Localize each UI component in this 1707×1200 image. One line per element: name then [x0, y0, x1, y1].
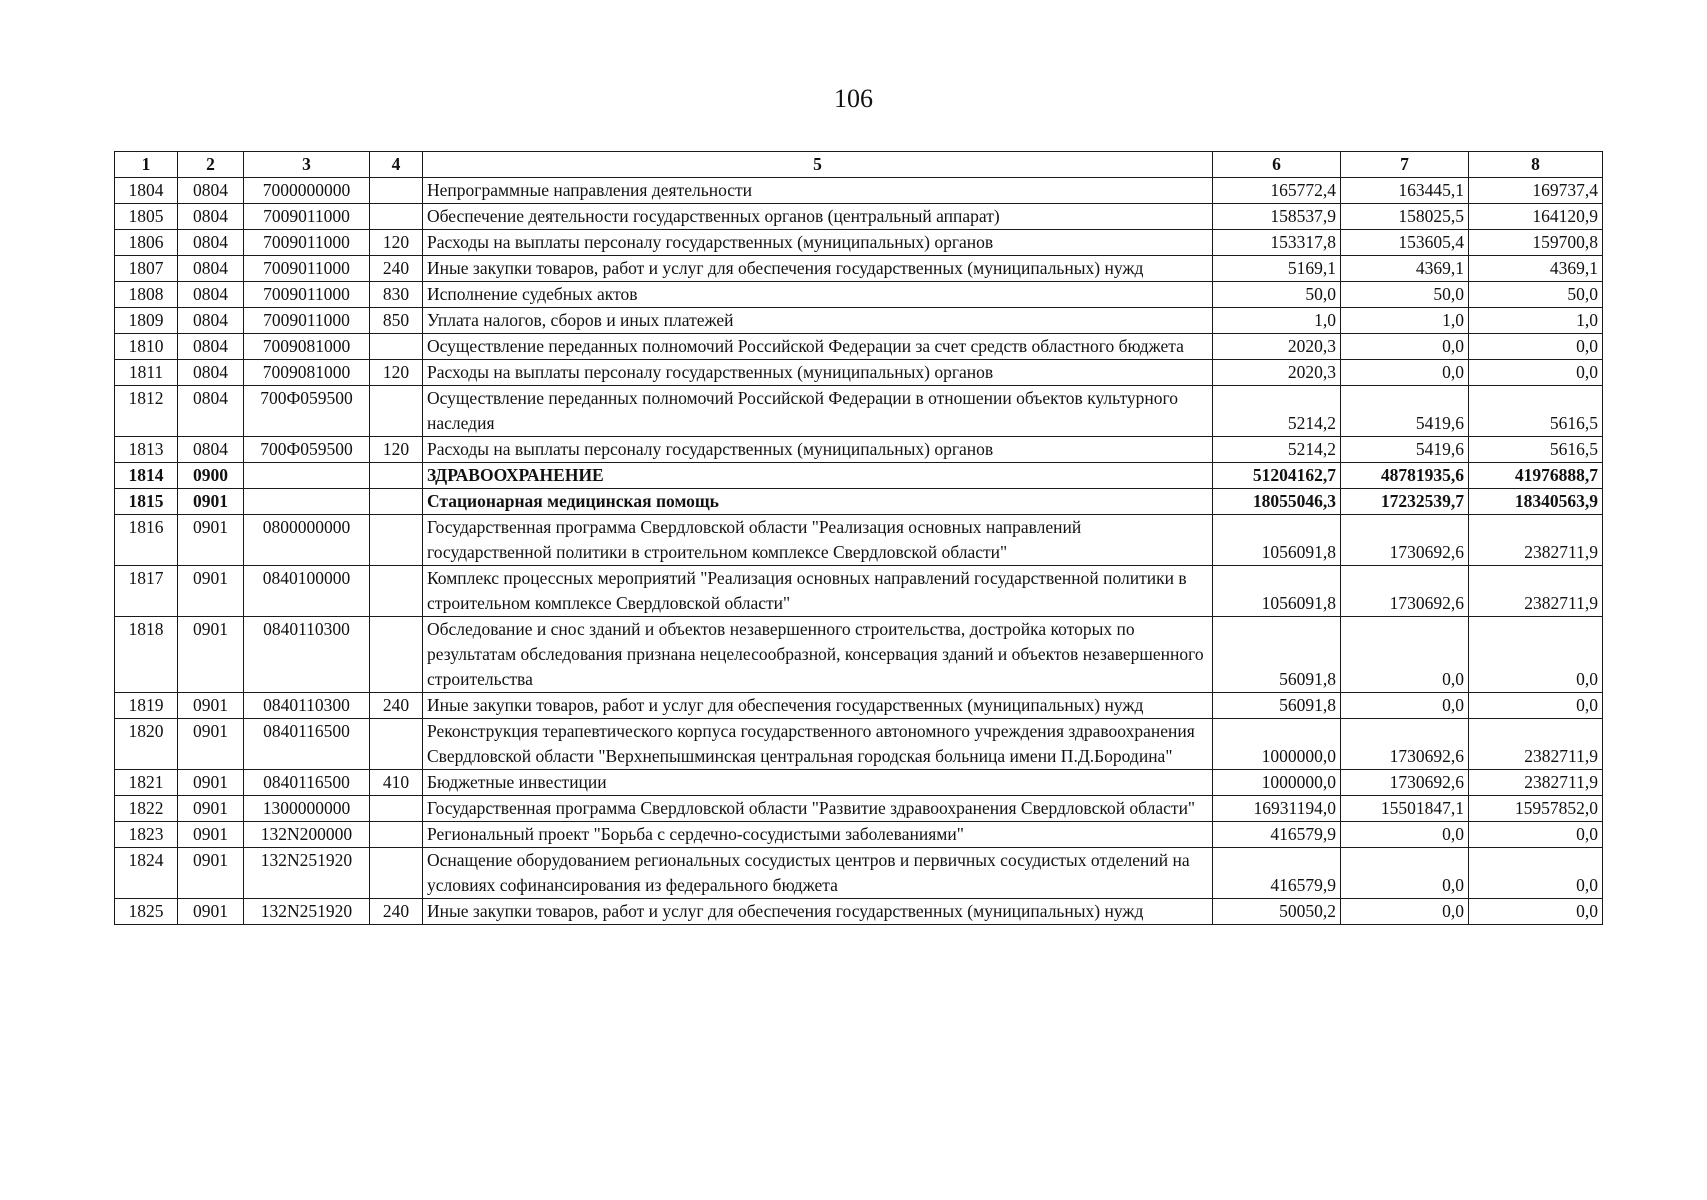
section-code: 0901 [178, 489, 244, 515]
amount-year-2: 1730692,6 [1341, 770, 1469, 796]
row-number: 1822 [115, 796, 178, 822]
section-code: 0804 [178, 386, 244, 437]
section-code: 0804 [178, 282, 244, 308]
amount-year-1: 1000000,0 [1213, 719, 1341, 770]
amount-year-1: 2020,3 [1213, 334, 1341, 360]
amount-year-2: 5419,6 [1341, 386, 1469, 437]
amount-year-2: 163445,1 [1341, 178, 1469, 204]
target-article-code: 0840116500 [244, 719, 370, 770]
amount-year-3: 15957852,0 [1469, 796, 1603, 822]
section-code: 0804 [178, 437, 244, 463]
row-number: 1817 [115, 566, 178, 617]
amount-year-2: 0,0 [1341, 822, 1469, 848]
target-article-code: 700Ф059500 [244, 386, 370, 437]
item-name: Расходы на выплаты персоналу государственных (муниципальных) органов [423, 437, 1213, 463]
item-name: Иные закупки товаров, работ и услуг для обеспечения государственных (муниципальных) нужд [423, 693, 1213, 719]
table-row [115, 489, 1603, 515]
table-row [115, 256, 1603, 282]
amount-year-1: 50050,2 [1213, 899, 1341, 925]
column-header: 1 [115, 152, 178, 178]
table-row [115, 334, 1603, 360]
amount-year-2: 1730692,6 [1341, 515, 1469, 566]
amount-year-1: 1000000,0 [1213, 770, 1341, 796]
amount-year-3: 0,0 [1469, 617, 1603, 693]
amount-year-2: 0,0 [1341, 334, 1469, 360]
target-article-code: 7009081000 [244, 360, 370, 386]
page-number: 106 [834, 84, 873, 113]
row-number: 1823 [115, 822, 178, 848]
amount-year-1: 416579,9 [1213, 848, 1341, 899]
section-code: 0901 [178, 617, 244, 693]
item-name: Комплекс процессных мероприятий "Реализация основных направлений государственной политики в строительном комплексе Свердловской области" [423, 566, 1213, 617]
section-code: 0804 [178, 334, 244, 360]
amount-year-1: 1056091,8 [1213, 515, 1341, 566]
expense-type-code: 240 [370, 256, 423, 282]
amount-year-3: 0,0 [1469, 693, 1603, 719]
row-number: 1815 [115, 489, 178, 515]
row-number: 1821 [115, 770, 178, 796]
amount-year-3: 164120,9 [1469, 204, 1603, 230]
table-row [115, 308, 1603, 334]
item-name: Стационарная медицинская помощь [423, 489, 1213, 515]
target-article-code: 700Ф059500 [244, 437, 370, 463]
table-row [115, 515, 1603, 566]
table-row [115, 617, 1603, 693]
amount-year-3: 2382711,9 [1469, 515, 1603, 566]
row-number: 1812 [115, 386, 178, 437]
expense-type-code [370, 334, 423, 360]
row-number: 1811 [115, 360, 178, 386]
column-header: 4 [370, 152, 423, 178]
item-name: Обеспечение деятельности государственных органов (центральный аппарат) [423, 204, 1213, 230]
table-row [115, 899, 1603, 925]
row-number: 1814 [115, 463, 178, 489]
table-row [115, 848, 1603, 899]
row-number: 1808 [115, 282, 178, 308]
amount-year-2: 1,0 [1341, 308, 1469, 334]
item-name: Обследование и снос зданий и объектов незавершенного строительства, достройка которых по результатам обследования признана нецелесообразной, консервация зданий и объектов незавершенного строительства [423, 617, 1213, 693]
amount-year-2: 17232539,7 [1341, 489, 1469, 515]
amount-year-2: 153605,4 [1341, 230, 1469, 256]
table-row [115, 770, 1603, 796]
amount-year-3: 0,0 [1469, 360, 1603, 386]
target-article-code: 1300000000 [244, 796, 370, 822]
amount-year-3: 41976888,7 [1469, 463, 1603, 489]
table-row [115, 463, 1603, 489]
amount-year-3: 0,0 [1469, 334, 1603, 360]
expense-type-code [370, 178, 423, 204]
expense-type-code: 240 [370, 693, 423, 719]
item-name: Уплата налогов, сборов и иных платежей [423, 308, 1213, 334]
expense-type-code: 120 [370, 360, 423, 386]
amount-year-1: 158537,9 [1213, 204, 1341, 230]
section-code: 0804 [178, 230, 244, 256]
amount-year-1: 165772,4 [1213, 178, 1341, 204]
item-name: Непрограммные направления деятельности [423, 178, 1213, 204]
amount-year-1: 5214,2 [1213, 386, 1341, 437]
section-code: 0901 [178, 770, 244, 796]
expense-type-code: 850 [370, 308, 423, 334]
table-header-row [115, 152, 1603, 178]
amount-year-2: 0,0 [1341, 360, 1469, 386]
amount-year-1: 2020,3 [1213, 360, 1341, 386]
table-row [115, 282, 1603, 308]
expense-type-code [370, 566, 423, 617]
amount-year-3: 159700,8 [1469, 230, 1603, 256]
expense-type-code [370, 822, 423, 848]
item-name: Расходы на выплаты персоналу государственных (муниципальных) органов [423, 230, 1213, 256]
item-name: Иные закупки товаров, работ и услуг для обеспечения государственных (муниципальных) нужд [423, 899, 1213, 925]
target-article-code: 0840110300 [244, 617, 370, 693]
column-header: 7 [1341, 152, 1469, 178]
expense-type-code [370, 719, 423, 770]
row-number: 1804 [115, 178, 178, 204]
amount-year-3: 5616,5 [1469, 386, 1603, 437]
amount-year-1: 56091,8 [1213, 617, 1341, 693]
section-code: 0901 [178, 566, 244, 617]
amount-year-2: 4369,1 [1341, 256, 1469, 282]
table-row [115, 693, 1603, 719]
target-article-code: 7009011000 [244, 230, 370, 256]
target-article-code [244, 489, 370, 515]
row-number: 1818 [115, 617, 178, 693]
table-row [115, 796, 1603, 822]
target-article-code: 7009011000 [244, 256, 370, 282]
target-article-code: 7009011000 [244, 204, 370, 230]
item-name: Региональный проект "Борьба с сердечно-сосудистыми заболеваниями" [423, 822, 1213, 848]
column-header: 2 [178, 152, 244, 178]
row-number: 1819 [115, 693, 178, 719]
expense-type-code: 830 [370, 282, 423, 308]
item-name: Государственная программа Свердловской области "Реализация основных направлений государственной политики в строительном комплексе Свердловской области" [423, 515, 1213, 566]
amount-year-3: 18340563,9 [1469, 489, 1603, 515]
target-article-code: 132N200000 [244, 822, 370, 848]
amount-year-3: 0,0 [1469, 822, 1603, 848]
expense-type-code [370, 463, 423, 489]
section-code: 0804 [178, 178, 244, 204]
amount-year-3: 2382711,9 [1469, 566, 1603, 617]
section-code: 0901 [178, 515, 244, 566]
expense-type-code: 240 [370, 899, 423, 925]
amount-year-1: 51204162,7 [1213, 463, 1341, 489]
table-row [115, 360, 1603, 386]
amount-year-1: 50,0 [1213, 282, 1341, 308]
target-article-code: 132N251920 [244, 848, 370, 899]
expense-type-code [370, 489, 423, 515]
amount-year-2: 0,0 [1341, 848, 1469, 899]
row-number: 1809 [115, 308, 178, 334]
amount-year-2: 158025,5 [1341, 204, 1469, 230]
amount-year-1: 18055046,3 [1213, 489, 1341, 515]
section-code: 0901 [178, 848, 244, 899]
column-header: 5 [423, 152, 1213, 178]
target-article-code: 0840100000 [244, 566, 370, 617]
table-body [115, 178, 1603, 925]
amount-year-1: 1056091,8 [1213, 566, 1341, 617]
budget-table [114, 151, 1603, 925]
column-header: 8 [1469, 152, 1603, 178]
section-code: 0901 [178, 822, 244, 848]
row-number: 1806 [115, 230, 178, 256]
amount-year-2: 1730692,6 [1341, 719, 1469, 770]
expense-type-code [370, 204, 423, 230]
table-row [115, 437, 1603, 463]
amount-year-2: 50,0 [1341, 282, 1469, 308]
row-number: 1805 [115, 204, 178, 230]
item-name: Бюджетные инвестиции [423, 770, 1213, 796]
row-number: 1820 [115, 719, 178, 770]
amount-year-1: 153317,8 [1213, 230, 1341, 256]
section-code: 0804 [178, 360, 244, 386]
section-code: 0804 [178, 256, 244, 282]
section-code: 0804 [178, 204, 244, 230]
target-article-code: 0800000000 [244, 515, 370, 566]
amount-year-2: 0,0 [1341, 899, 1469, 925]
section-code: 0901 [178, 719, 244, 770]
item-name: ЗДРАВООХРАНЕНИЕ [423, 463, 1213, 489]
item-name: Оснащение оборудованием региональных сосудистых центров и первичных сосудистых отделений на условиях софинансирования из федерального бюджета [423, 848, 1213, 899]
target-article-code [244, 463, 370, 489]
item-name: Государственная программа Свердловской области "Развитие здравоохранения Свердловской области" [423, 796, 1213, 822]
table-row [115, 230, 1603, 256]
amount-year-1: 416579,9 [1213, 822, 1341, 848]
target-article-code: 7009011000 [244, 308, 370, 334]
row-number: 1825 [115, 899, 178, 925]
amount-year-3: 0,0 [1469, 899, 1603, 925]
amount-year-3: 2382711,9 [1469, 770, 1603, 796]
target-article-code: 132N251920 [244, 899, 370, 925]
expense-type-code [370, 848, 423, 899]
section-code: 0901 [178, 693, 244, 719]
target-article-code: 7000000000 [244, 178, 370, 204]
amount-year-2: 0,0 [1341, 693, 1469, 719]
amount-year-2: 0,0 [1341, 617, 1469, 693]
expense-type-code [370, 617, 423, 693]
amount-year-3: 169737,4 [1469, 178, 1603, 204]
amount-year-1: 5214,2 [1213, 437, 1341, 463]
amount-year-2: 5419,6 [1341, 437, 1469, 463]
target-article-code: 7009011000 [244, 282, 370, 308]
item-name: Реконструкция терапевтического корпуса государственного автономного учреждения здравоохранения Свердловской области "Верхнепышминская центральная городская больница имени П.Д.Бородина" [423, 719, 1213, 770]
section-code: 0804 [178, 308, 244, 334]
expense-type-code [370, 386, 423, 437]
expense-type-code: 410 [370, 770, 423, 796]
amount-year-2: 1730692,6 [1341, 566, 1469, 617]
target-article-code: 0840116500 [244, 770, 370, 796]
target-article-code: 7009081000 [244, 334, 370, 360]
item-name: Осуществление переданных полномочий Российской Федерации за счет средств областного бюджета [423, 334, 1213, 360]
amount-year-1: 5169,1 [1213, 256, 1341, 282]
expense-type-code [370, 796, 423, 822]
column-header: 3 [244, 152, 370, 178]
section-code: 0901 [178, 899, 244, 925]
amount-year-1: 1,0 [1213, 308, 1341, 334]
row-number: 1813 [115, 437, 178, 463]
section-code: 0900 [178, 463, 244, 489]
item-name: Осуществление переданных полномочий Российской Федерации в отношении объектов культурного наследия [423, 386, 1213, 437]
amount-year-3: 5616,5 [1469, 437, 1603, 463]
row-number: 1807 [115, 256, 178, 282]
amount-year-2: 48781935,6 [1341, 463, 1469, 489]
expense-type-code: 120 [370, 230, 423, 256]
expense-type-code: 120 [370, 437, 423, 463]
amount-year-2: 15501847,1 [1341, 796, 1469, 822]
amount-year-3: 1,0 [1469, 308, 1603, 334]
table-row [115, 386, 1603, 437]
table-row [115, 719, 1603, 770]
column-header: 6 [1213, 152, 1341, 178]
amount-year-3: 2382711,9 [1469, 719, 1603, 770]
target-article-code: 0840110300 [244, 693, 370, 719]
amount-year-1: 16931194,0 [1213, 796, 1341, 822]
item-name: Иные закупки товаров, работ и услуг для обеспечения государственных (муниципальных) нужд [423, 256, 1213, 282]
amount-year-3: 4369,1 [1469, 256, 1603, 282]
row-number: 1824 [115, 848, 178, 899]
table-row [115, 204, 1603, 230]
amount-year-1: 56091,8 [1213, 693, 1341, 719]
section-code: 0901 [178, 796, 244, 822]
table-row [115, 566, 1603, 617]
item-name: Исполнение судебных актов [423, 282, 1213, 308]
table-row [115, 822, 1603, 848]
table-row [115, 178, 1603, 204]
amount-year-3: 0,0 [1469, 848, 1603, 899]
row-number: 1816 [115, 515, 178, 566]
row-number: 1810 [115, 334, 178, 360]
amount-year-3: 50,0 [1469, 282, 1603, 308]
item-name: Расходы на выплаты персоналу государственных (муниципальных) органов [423, 360, 1213, 386]
expense-type-code [370, 515, 423, 566]
